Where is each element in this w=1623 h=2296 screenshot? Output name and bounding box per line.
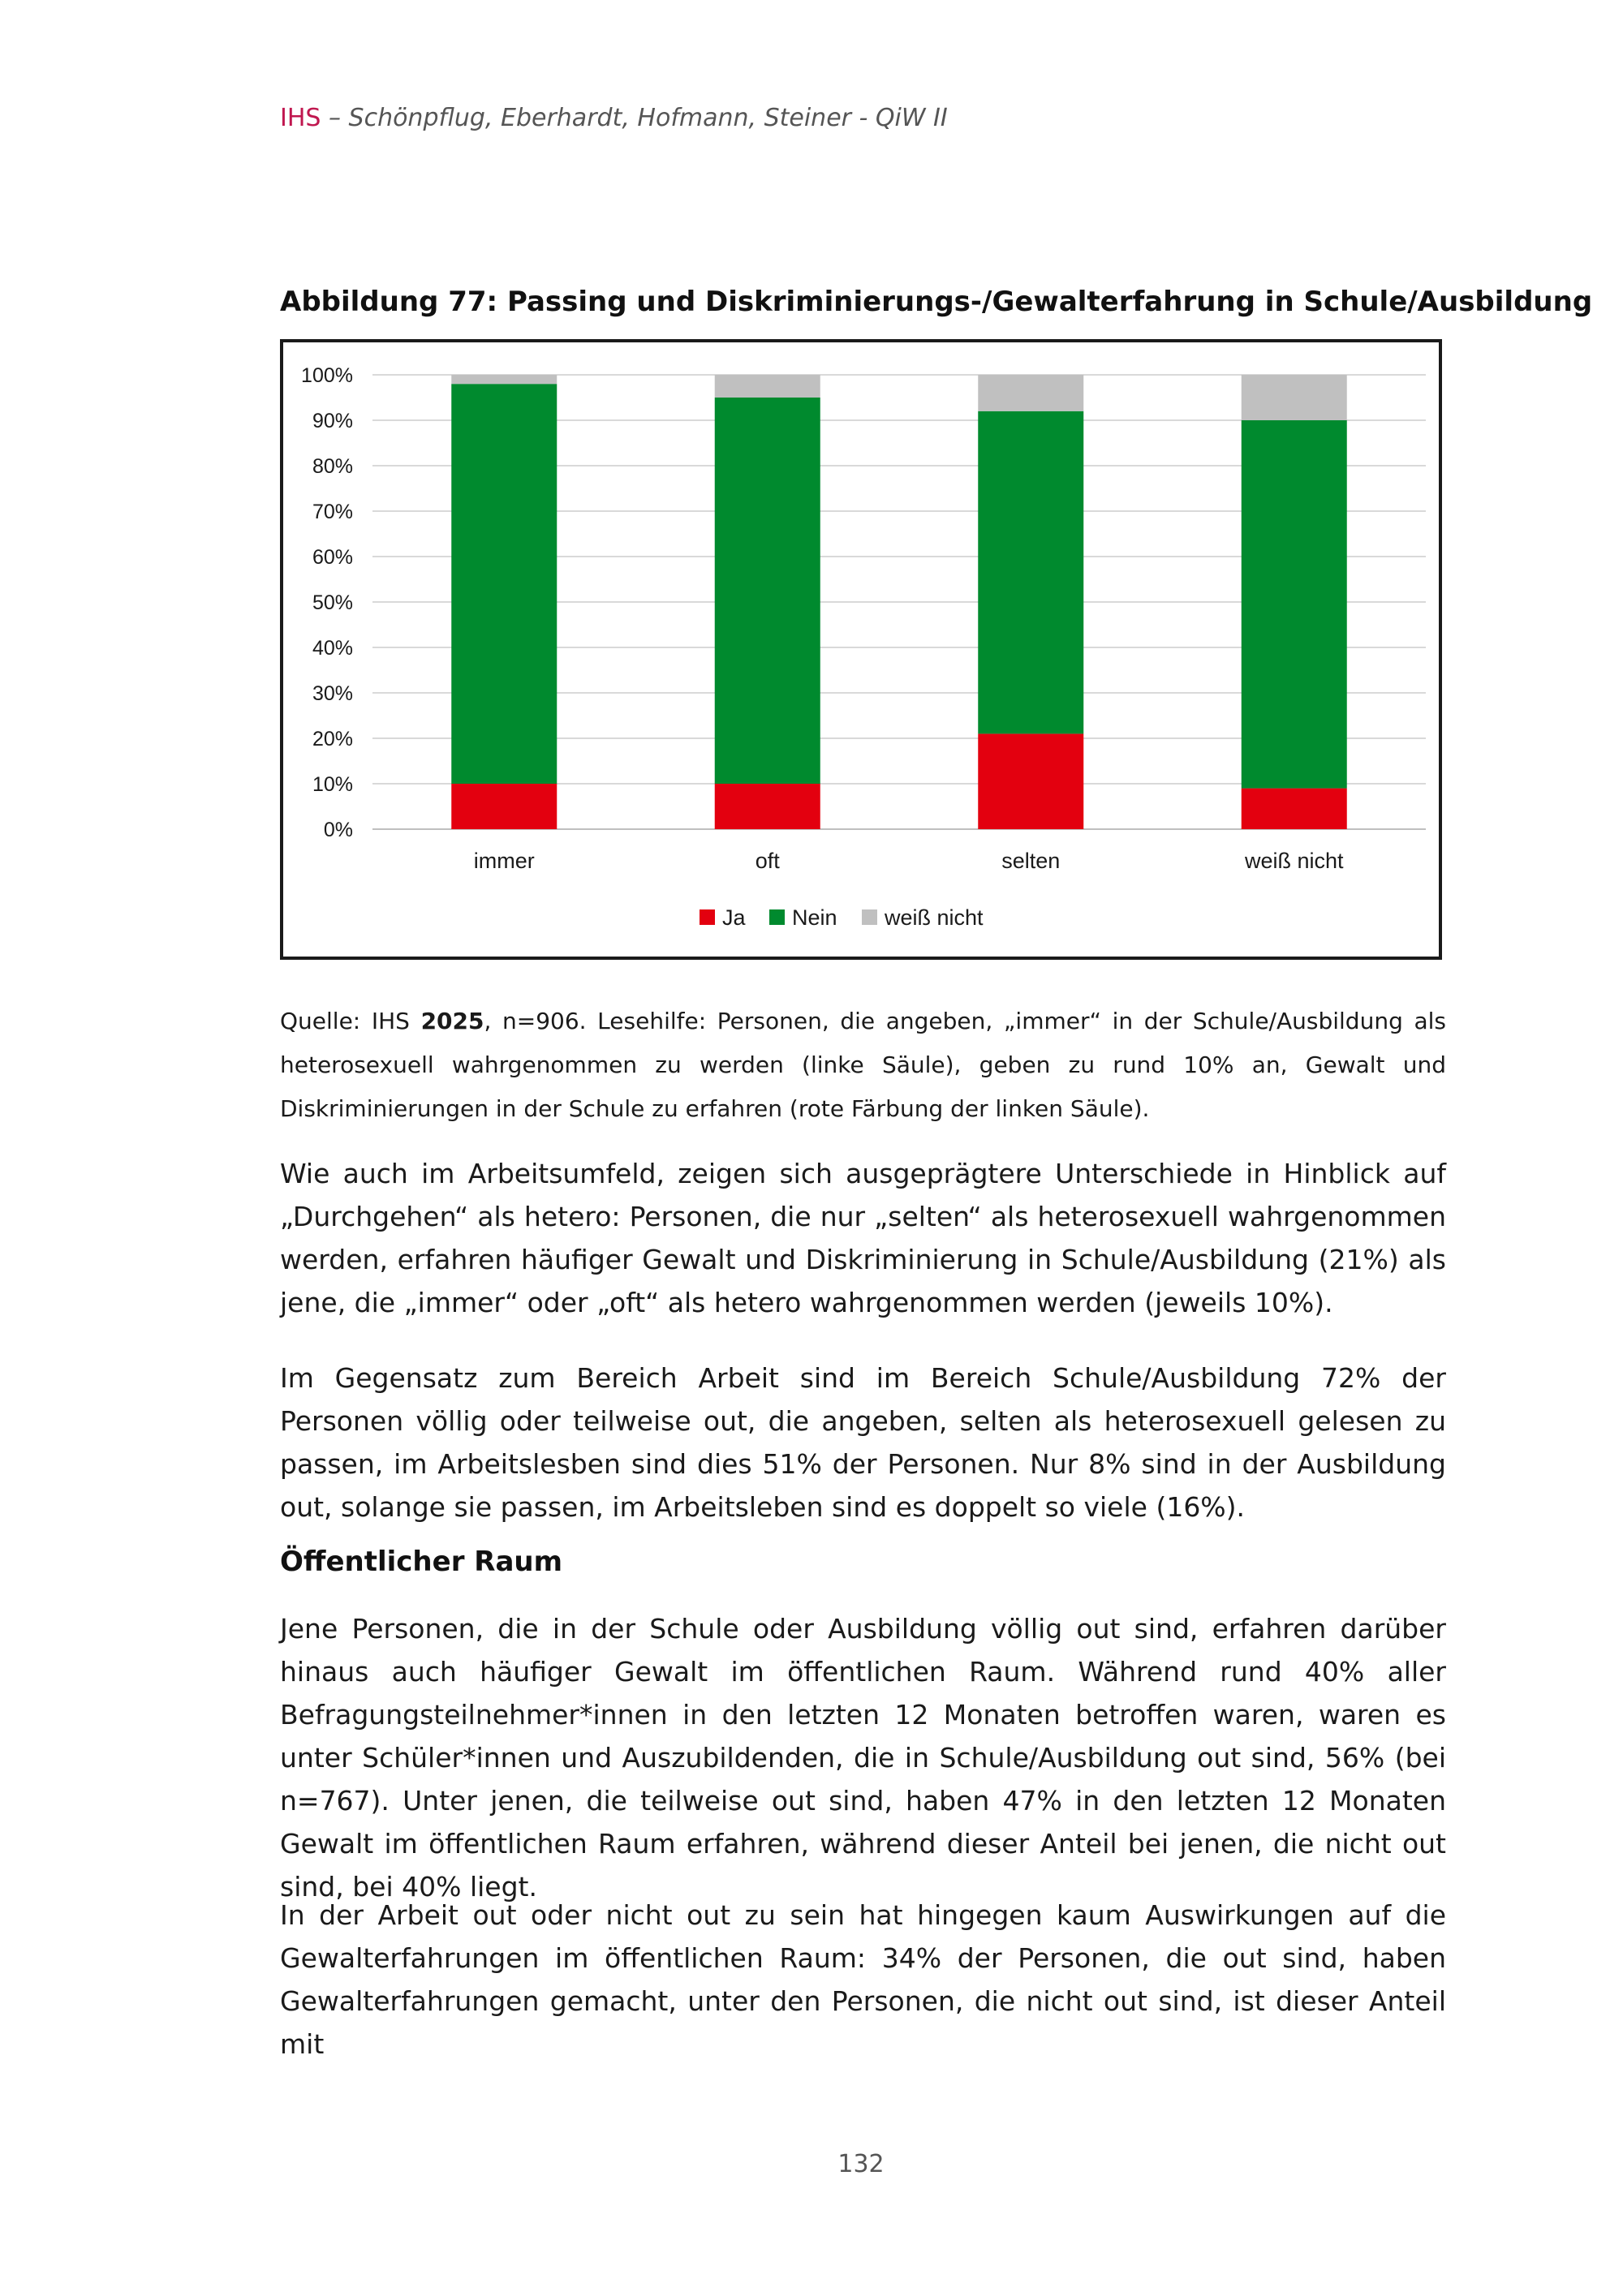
legend-label: Ja <box>722 905 746 930</box>
header-separator: – <box>321 104 349 132</box>
section-heading: Öffentlicher Raum <box>280 1546 563 1578</box>
header-authors: Schönpflug, Eberhardt, Hofmann, Steiner - QiW II <box>348 104 948 132</box>
header-organization: IHS <box>280 104 321 132</box>
x-category-label: selten <box>1001 849 1061 873</box>
bar-segment <box>451 784 557 829</box>
legend-swatch <box>862 909 877 925</box>
stacked-bar-chart <box>283 342 1439 957</box>
body-paragraph-1: Wie auch im Arbeitsumfeld, zeigen sich ausgeprägtere Unterschiede in Hinblick auf „Durchgehen“ als hetero: Personen, die nur „selten“ als heterosexuell wahrgenommen werden, erfahren häufiger Gewalt und Diskriminierung in Schule/Ausbildung (21%) als jene, die „immer“ oder „oft“ als hetero wahrgenommen werden (jeweils 10%). <box>280 1158 1446 1318</box>
x-category-label: weiß nicht <box>1244 849 1344 873</box>
y-tick-label: 40% <box>312 637 353 660</box>
figure-caption: Abbildung 77: Passing und Diskriminierungs-/Gewalterfahrung in Schule/Ausbildung <box>280 286 1593 318</box>
x-category-label: oft <box>755 849 780 873</box>
x-category-label: immer <box>473 849 535 873</box>
bar-segment <box>1242 789 1347 829</box>
legend-swatch <box>700 909 715 925</box>
legend-label: weiß nicht <box>885 905 984 930</box>
y-tick-label: 10% <box>312 773 353 796</box>
bar-segment <box>978 733 1083 829</box>
y-tick-label: 50% <box>312 591 353 614</box>
bar-segment <box>451 375 557 384</box>
bar-segment <box>715 375 820 398</box>
bar-segment <box>978 375 1083 411</box>
chart-frame <box>280 339 1442 960</box>
y-tick-label: 100% <box>301 364 353 387</box>
y-tick-label: 0% <box>323 819 353 841</box>
y-tick-label: 90% <box>312 410 353 432</box>
page-number: 132 <box>837 2150 885 2178</box>
y-tick-label: 20% <box>312 728 353 750</box>
source-note-lead: Quelle: IHS <box>280 1008 421 1034</box>
bar-segment <box>978 411 1083 734</box>
y-tick-label: 70% <box>312 501 353 523</box>
bar-segment <box>451 384 557 784</box>
bar-segment <box>1242 420 1347 789</box>
legend-swatch <box>769 909 785 925</box>
source-note <box>280 1000 1446 1131</box>
source-note-text: , n=906. Lesehilfe: Personen, die angeben, „immer“ in der Schule/Ausbildung als heterosexuell wahrgenommen zu werden (linke Säule), geben zu rund 10% an, Gewalt und Diskriminierungen in der Schule zu erfahren (rote Färbung der linken Säule). <box>280 1008 1446 1122</box>
y-tick-label: 60% <box>312 546 353 569</box>
source-note-year: 2025 <box>420 1008 484 1034</box>
bar-segment <box>1242 375 1347 420</box>
body-paragraph-3: Jene Personen, die in der Schule oder Ausbildung völlig out sind, erfahren darüber hinaus auch häufiger Gewalt im öffentlichen Raum. Während rund 40% aller Befragungsteilnehmer*innen in den letzten 12 Monaten betroffen waren, waren es unter Schüler*innen und Auszubildenden, die in Schule/Ausbildung out sind, 56% (bei n=767). Unter jenen, die teilweise out sind, haben 47% in den letzten 12 Monaten Gewalt im öffentlichen Raum erfahren, während dieser Anteil bei jenen, die nicht out sind, bei 40% liegt. <box>280 1613 1446 1903</box>
running-header <box>280 104 948 132</box>
legend-label: Nein <box>792 905 837 930</box>
bar-segment <box>715 784 820 829</box>
body-paragraph-2: Im Gegensatz zum Bereich Arbeit sind im Bereich Schule/Ausbildung 72% der Personen völlig oder teilweise out, die angeben, selten als heterosexuell gelesen zu passen, im Arbeitslesben sind dies 51% der Personen. Nur 8% sind in der Ausbildung out, solange sie passen, im Arbeitsleben sind es doppelt so viele (16%). <box>280 1362 1446 1523</box>
y-tick-label: 80% <box>312 455 353 478</box>
bar-segment <box>715 398 820 784</box>
y-tick-label: 30% <box>312 682 353 705</box>
body-paragraph-4: In der Arbeit out oder nicht out zu sein hat hingegen kaum Auswirkungen auf die Gewalterfahrungen im öffentlichen Raum: 34% der Personen, die out sind, haben Gewalterfahrungen gemacht, unter den Personen, die nicht out sind, ist dieser Anteil mit <box>280 1899 1446 2060</box>
